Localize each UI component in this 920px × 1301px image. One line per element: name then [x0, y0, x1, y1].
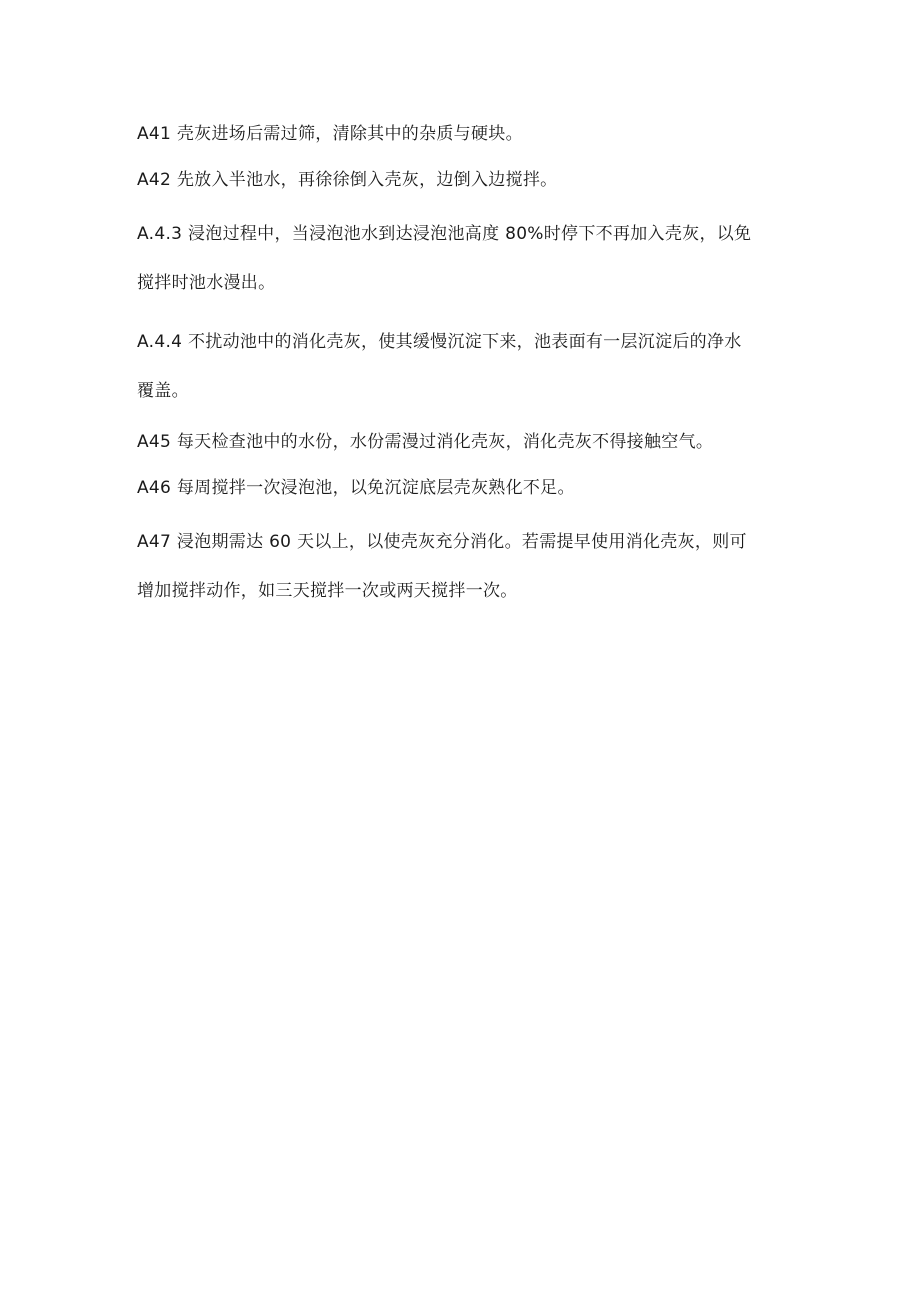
paragraph-a42 [137, 164, 787, 196]
paragraph-line: A46 每周搅拌一次浸泡池，以免沉淀底层壳灰熟化不足。 [137, 478, 575, 498]
paragraph-line: A41 壳灰进场后需过筛，清除其中的杂质与硬块。 [137, 124, 523, 144]
paragraph-a43 [137, 210, 787, 308]
paragraph-line: 增加搅拌动作，如三天搅拌一次或两天搅拌一次。 [137, 581, 518, 601]
paragraph-line: A42 先放入半池水，再徐徐倒入壳灰，边倒入边搅拌。 [137, 170, 558, 190]
paragraph-a44 [137, 318, 787, 416]
paragraph-a47 [137, 518, 787, 616]
paragraph-line: A45 每天检查池中的水份，水份需漫过消化壳灰，消化壳灰不得接触空气。 [137, 432, 714, 452]
document-body [137, 118, 787, 626]
paragraph-line: A47 浸泡期需达 60 天以上，以使壳灰充分消化。若需提早使用消化壳灰，则可 [137, 532, 747, 552]
paragraph-line: 搅拌时池水漫出。 [137, 273, 276, 293]
paragraph-a41 [137, 118, 787, 150]
paragraph-a46 [137, 472, 787, 504]
paragraph-line: A.4.4 不扰动池中的消化壳灰，使其缓慢沉淀下来，池表面有一层沉淀后的净水 [137, 332, 742, 352]
paragraph-line: 覆盖。 [137, 381, 189, 401]
paragraph-a45 [137, 426, 787, 458]
paragraph-line: A.4.3 浸泡过程中，当浸泡池水到达浸泡池高度 80%时停下不再加入壳灰，以免 [137, 224, 752, 244]
